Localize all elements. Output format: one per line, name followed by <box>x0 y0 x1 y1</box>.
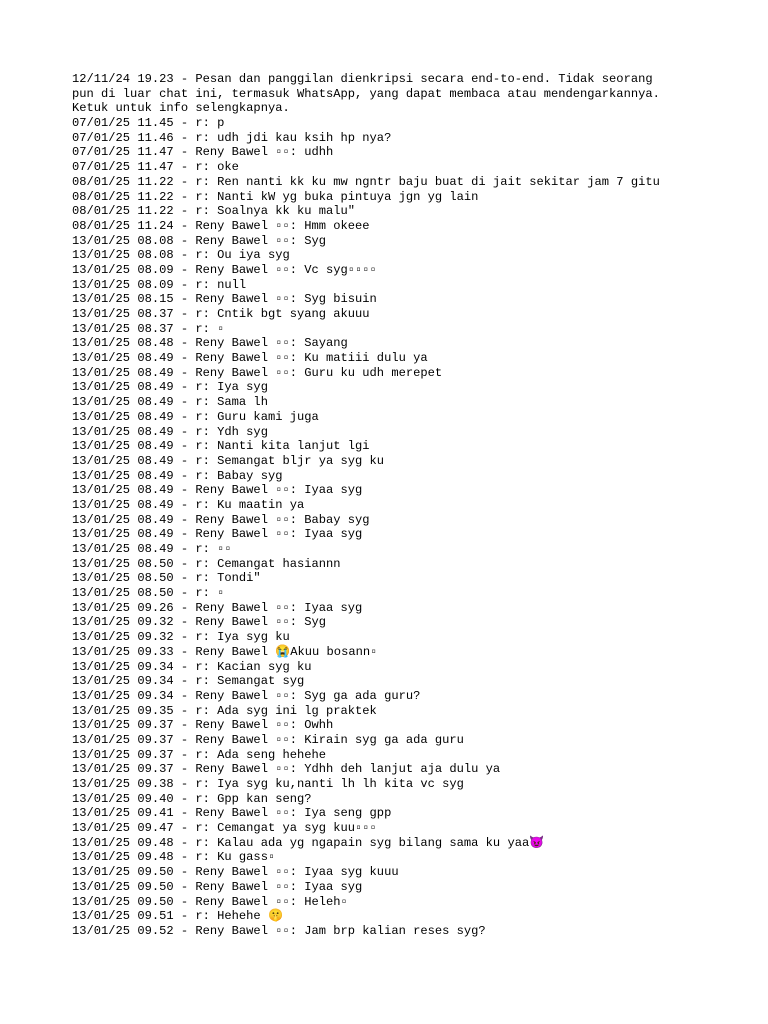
chat-message-line: 13/01/25 09.34 - r: Kacian syg ku <box>72 659 312 674</box>
chat-message-line: 13/01/25 08.37 - r: Cntik bgt syang akuuu <box>72 307 370 321</box>
chat-message-line: 13/01/25 08.49 - Reny Bawel ▫▫: Iyaa syg <box>72 483 363 498</box>
chat-message-line: 13/01/25 09.37 - r: Ada seng hehehe <box>72 747 327 762</box>
chat-message-line: 07/01/25 11.46 - r: udh jdi kau ksih hp nya? <box>72 130 392 145</box>
chat-message-line: 13/01/25 09.41 - Reny Bawel ▫▫: Iya seng gpp <box>72 806 392 821</box>
chat-message-line: 07/01/25 11.47 - Reny Bawel ▫▫: udhh <box>72 145 334 160</box>
encryption-notice-line: pun di luar chat ini, termasuk WhatsApp, yang dapat membaca atau mendengarkannya. <box>72 86 660 101</box>
chat-message-line: 13/01/25 08.08 - Reny Bawel ▫▫: Syg <box>72 233 327 248</box>
chat-message-line: 13/01/25 08.49 - r: Sama lh <box>72 395 268 410</box>
encryption-notice-line: Ketuk untuk info selengkapnya. <box>72 101 290 116</box>
chat-message-line: 13/01/25 09.33 - Reny Bawel 😭Akuu bosann▫ <box>72 644 378 659</box>
chat-message-line: 13/01/25 09.37 - Reny Bawel ▫▫: Owhh <box>72 718 334 733</box>
chat-message-line: 13/01/25 09.52 - Reny Bawel ▫▫: Jam brp kalian reses syg? <box>72 923 486 938</box>
chat-message-line: 13/01/25 09.35 - r: Ada syg ini lg praktek <box>72 703 377 718</box>
chat-message-line: 13/01/25 08.49 - Reny Bawel ▫▫: Guru ku udh merepet <box>72 365 443 380</box>
chat-message-line: 13/01/25 08.49 - Reny Bawel ▫▫: Iyaa syg <box>72 527 363 542</box>
chat-message-line: 13/01/25 09.50 - Reny Bawel ▫▫: Iyaa syg <box>72 879 363 894</box>
chat-message-line: 13/01/25 08.08 - r: Ou iya syg <box>72 248 290 263</box>
chat-message-line: 13/01/25 08.48 - Reny Bawel ▫▫: Sayang <box>72 336 348 351</box>
chat-message-line: 13/01/25 08.49 - r: Babay syg <box>72 468 283 483</box>
chat-message-line: 13/01/25 09.48 - r: Ku gass▫ <box>72 850 276 865</box>
chat-message-line: 13/01/25 08.49 - r: Ydh syg <box>72 424 268 439</box>
chat-message-line: 13/01/25 09.40 - r: Gpp kan seng? <box>72 791 312 806</box>
chat-message-line: 13/01/25 09.48 - r: Kalau ada yg ngapain syg bilang sama ku yaa😈 <box>72 835 545 850</box>
chat-message-line: 13/01/25 09.37 - Reny Bawel ▫▫: Ydhh deh lanjut aja dulu ya <box>72 762 501 777</box>
chat-export-text <box>72 72 762 939</box>
chat-message-line: 13/01/25 09.50 - Reny Bawel ▫▫: Heleh▫ <box>72 894 348 909</box>
chat-message-line: 13/01/25 09.51 - r: Hehehe 🤫 <box>72 909 284 924</box>
chat-message-line: 13/01/25 09.37 - Reny Bawel ▫▫: Kirain syg ga ada guru <box>72 732 464 747</box>
chat-message-line: 13/01/25 09.34 - r: Semangat syg <box>72 674 305 689</box>
chat-message-line: 13/01/25 08.37 - r: ▫ <box>72 321 225 336</box>
chat-message-line: 13/01/25 08.49 - Reny Bawel ▫▫: Ku matiii dulu ya <box>72 351 428 366</box>
chat-message-line: 08/01/25 11.22 - r: Ren nanti kk ku mw ngntr baju buat di jait sekitar jam 7 gitu <box>72 174 660 189</box>
chat-message-line: 13/01/25 09.47 - r: Cemangat ya syg kuu▫▫▫ <box>72 821 377 836</box>
chat-message-line: 13/01/25 08.49 - r: ▫▫ <box>72 542 232 556</box>
chat-message-line: 07/01/25 11.47 - r: oke <box>72 160 239 175</box>
chat-message-line: 13/01/25 08.49 - r: Nanti kita lanjut lgi <box>72 439 370 454</box>
chat-message-line: 13/01/25 09.32 - r: Iya syg ku <box>72 630 290 645</box>
chat-message-line: 13/01/25 08.49 - r: Iya syg <box>72 380 268 395</box>
chat-message-line: 13/01/25 09.34 - Reny Bawel ▫▫: Syg ga ada guru? <box>72 688 421 703</box>
chat-message-line: 08/01/25 11.22 - r: Soalnya kk ku malu" <box>72 204 356 219</box>
chat-message-line: 13/01/25 08.09 - r: null <box>72 277 247 292</box>
chat-message-line: 13/01/25 09.38 - r: Iya syg ku,nanti lh lh kita vc syg <box>72 777 464 791</box>
chat-message-line: 13/01/25 09.50 - Reny Bawel ▫▫: Iyaa syg kuuu <box>72 865 399 880</box>
encryption-notice-line: 12/11/24 19.23 - Pesan dan panggilan dienkripsi secara end-to-end. Tidak seorang <box>72 72 653 86</box>
chat-message-line: 13/01/25 08.49 - Reny Bawel ▫▫: Babay syg <box>72 512 370 527</box>
chat-message-line: 13/01/25 08.50 - r: Tondi" <box>72 571 261 586</box>
chat-message-line: 08/01/25 11.22 - r: Nanti kW yg buka pintuya jgn yg lain <box>72 189 479 204</box>
chat-message-line: 13/01/25 08.50 - r: Cemangat hasiannn <box>72 556 341 571</box>
chat-message-line: 08/01/25 11.24 - Reny Bawel ▫▫: Hmm okeee <box>72 218 370 233</box>
chat-message-line: 13/01/25 09.26 - Reny Bawel ▫▫: Iyaa syg <box>72 600 363 615</box>
chat-message-line: 13/01/25 08.49 - r: Ku maatin ya <box>72 497 305 512</box>
chat-message-line: 13/01/25 09.32 - Reny Bawel ▫▫: Syg <box>72 615 327 630</box>
chat-message-line: 07/01/25 11.45 - r: p <box>72 116 225 131</box>
chat-message-line: 13/01/25 08.49 - r: Semangat bljr ya syg ku <box>72 453 385 468</box>
chat-message-line: 13/01/25 08.15 - Reny Bawel ▫▫: Syg bisuin <box>72 292 377 307</box>
chat-message-line: 13/01/25 08.09 - Reny Bawel ▫▫: Vc syg▫▫▫▫ <box>72 262 377 277</box>
chat-message-line: 13/01/25 08.49 - r: Guru kami juga <box>72 409 319 424</box>
chat-message-line: 13/01/25 08.50 - r: ▫ <box>72 586 225 601</box>
